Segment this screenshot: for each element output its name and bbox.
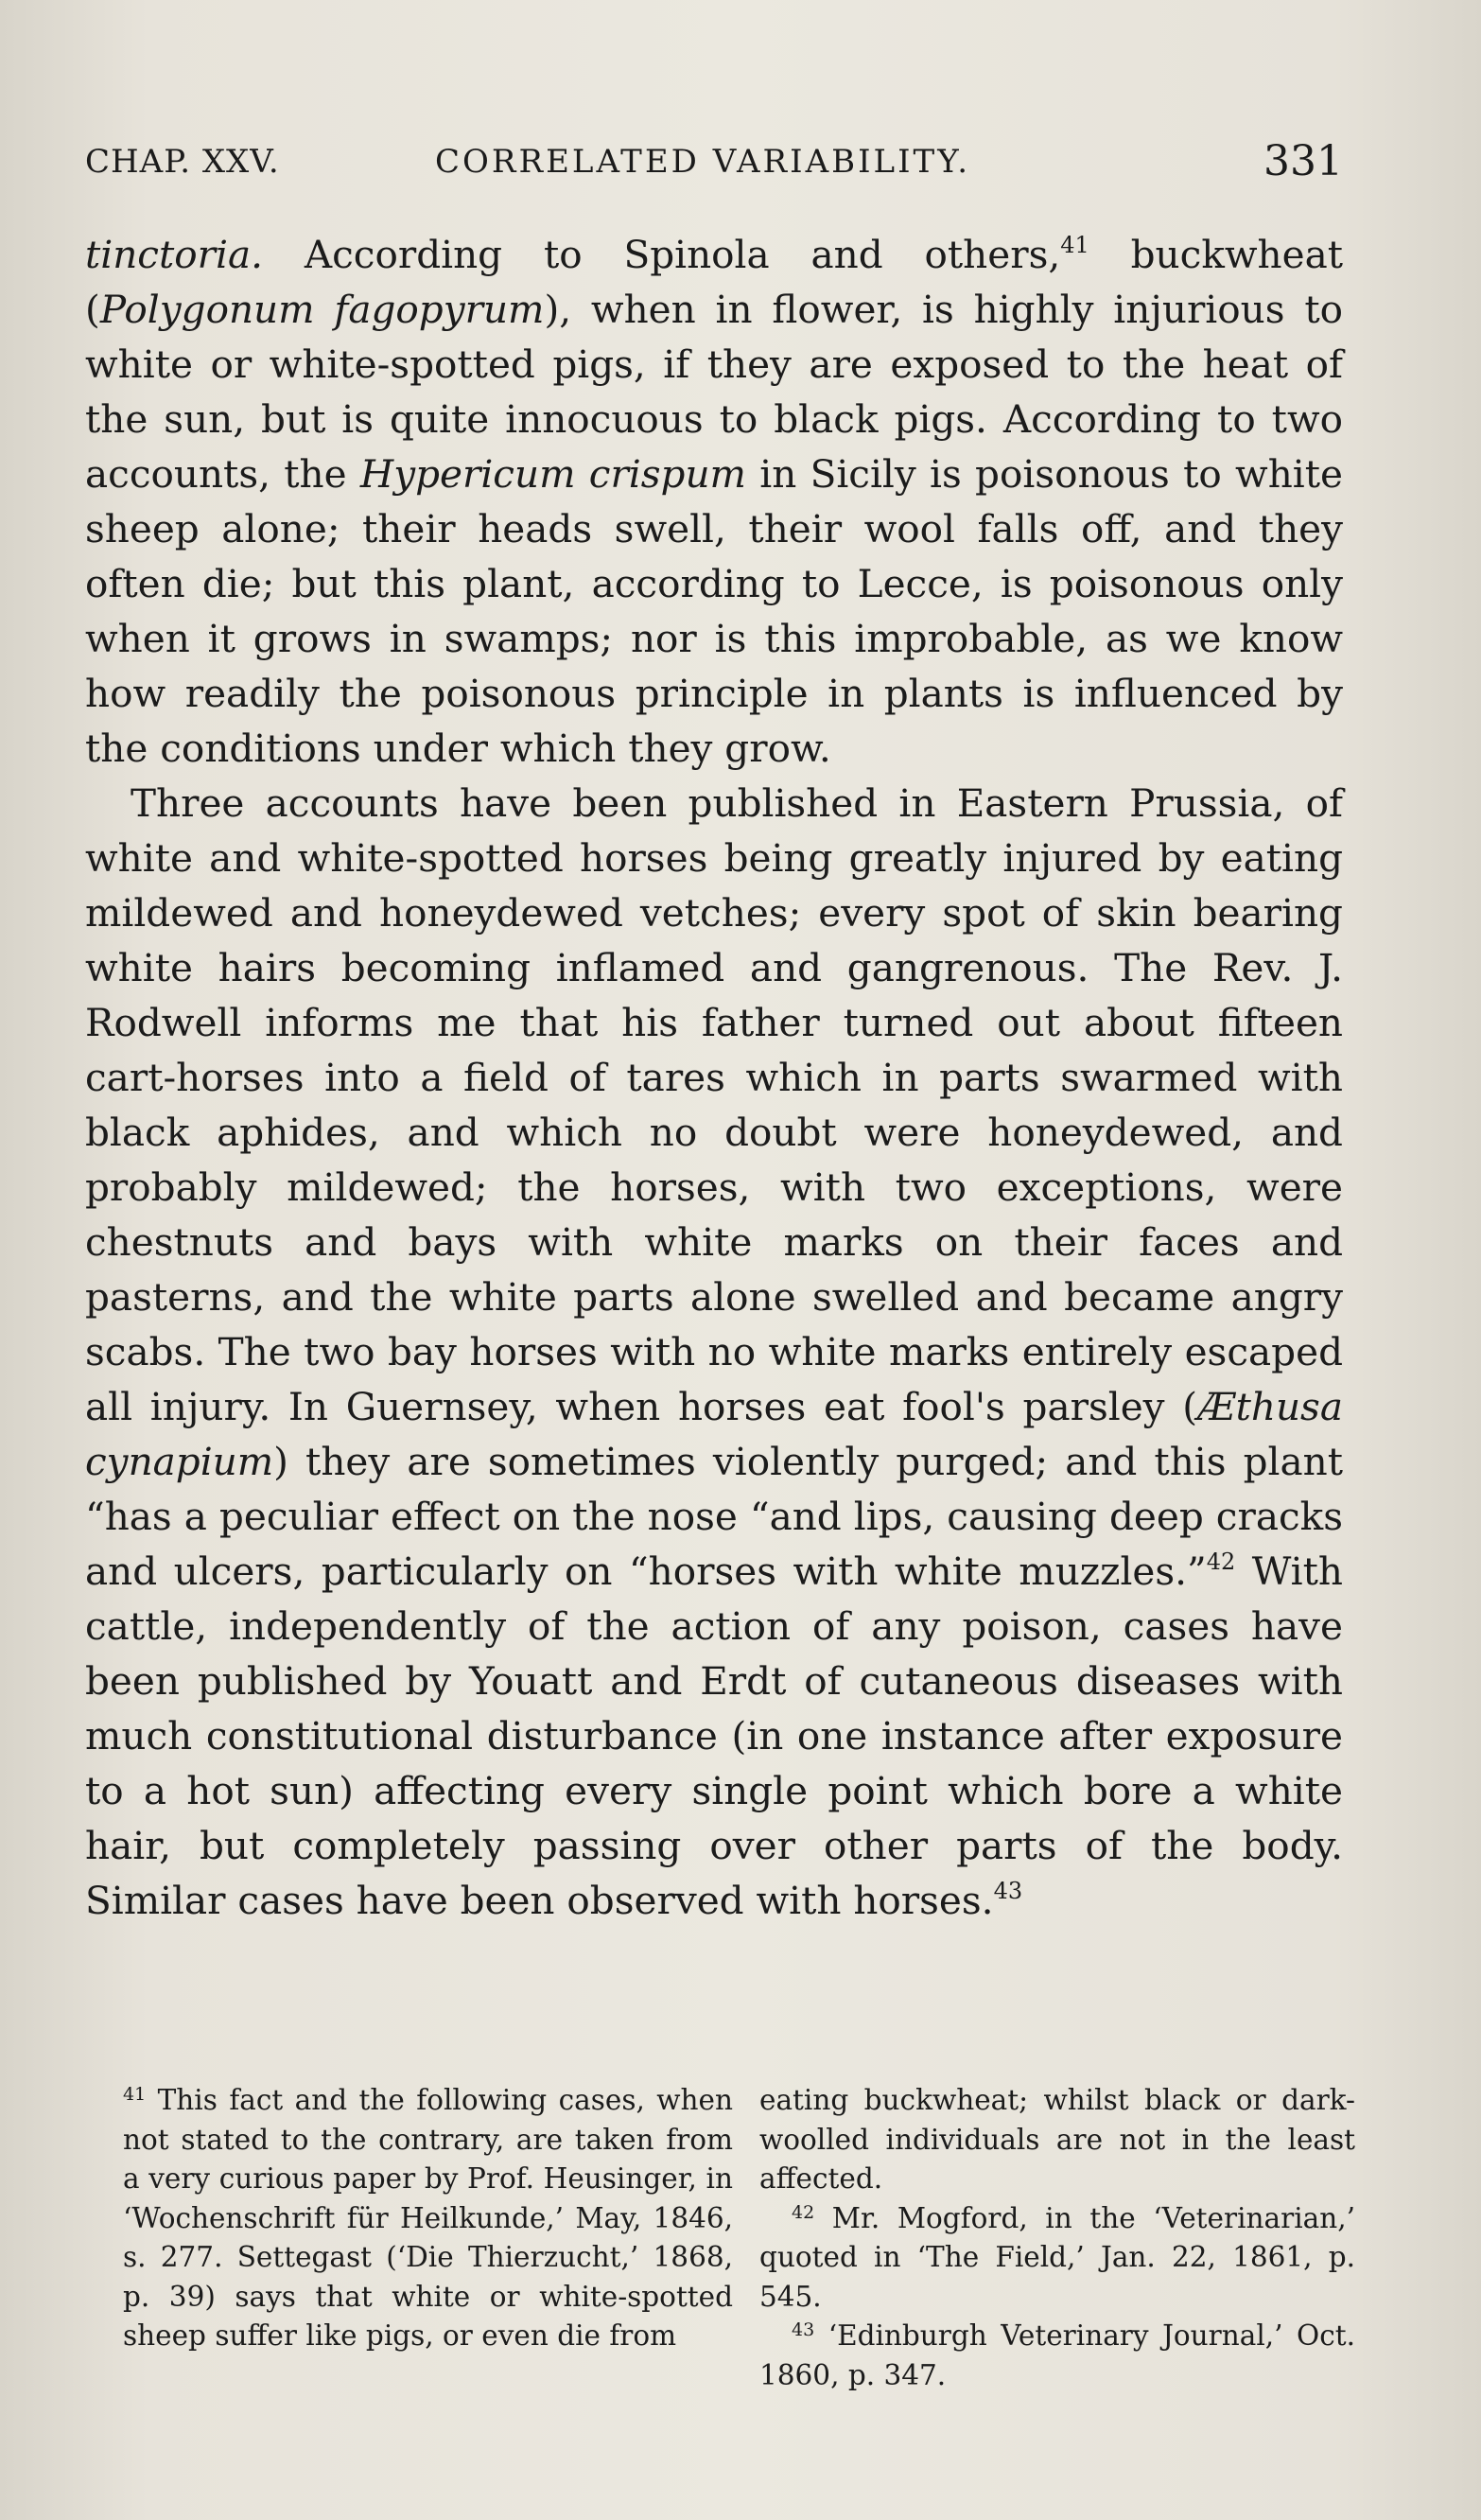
footnote-mark: 43: [792, 2319, 815, 2340]
text-italic: Hypericum crispum: [359, 451, 746, 497]
footnote-mark: 42: [792, 2201, 815, 2223]
footnote-column-left: [123, 2081, 733, 2356]
running-header: [85, 137, 1343, 213]
running-title: CORRELATED VARIABILITY.: [435, 143, 971, 181]
footnote-ref-41: 41: [1060, 232, 1089, 258]
text-run: ) they are sometimes violently purged; and this plant “has a peculiar effect on the nose “and lips, causing deep cracks and ulcers, particularly on “horses with white muzzles.”: [85, 1439, 1343, 1594]
page-number: 331: [1263, 137, 1343, 185]
text-italic: tinctoria.: [85, 232, 263, 277]
main-text: [85, 227, 1343, 1928]
footnote-42: [759, 2199, 1355, 2318]
text-run: Three accounts have been published in Eastern Prussia, of white and white-spotted horses being greatly injured by eating mildewed and honeydewed vetches; every spot of skin bearing white hairs becoming inflamed and gangrenous. The Rev. J. Rodwell informs me that his father turned out about fifteen cart-horses into a field of tares which in parts swarmed with black aphides, and which no doubt were honeydewed, and probably mildewed; the horses, with two exceptions, were chestnuts and bays with white marks on their faces and pasterns, and the white parts alone swelled and became angry scabs. The two bay horses with no white marks entirely escaped all injury. In Guernsey, when horses eat fool's parsley (: [85, 780, 1343, 1429]
text-run: buckwheat (: [85, 232, 1344, 332]
footnote-mark: 41: [123, 2084, 147, 2105]
footnote-text: Mr. Mogford, in the ‘Veterinarian,’ quoted in ‘The Field,’ Jan. 22, 1861, p. 545.: [759, 2201, 1355, 2313]
footnote-text: ‘Edinburgh Veterinary Journal,’ Oct. 1860, p. 347.: [759, 2319, 1355, 2391]
chapter-label: CHAP. XXV.: [85, 143, 280, 181]
footnote-41-continued: eating buckwheat; whilst black or dark-woolled individuals are not in the least affected.: [759, 2084, 1355, 2195]
footnote-ref-43: 43: [993, 1878, 1023, 1904]
paragraph-2: [85, 776, 1343, 1928]
text-run: With cattle, independently of the action of any poison, cases have been published by Youatt and Erdt of cutaneous diseases with much constitutional disturbance (in one instance after exposure to a hot sun) affecting every single point which bore a white hair, but completely passing over other parts of the body. Similar cases have been observed with horses.: [85, 1549, 1343, 1923]
text-run: ), when in flower, is highly injurious to white or white-spotted pigs, if they are exposed to the heat of the sun, but is quite innocuous to black pigs. According to two accounts, the: [85, 287, 1343, 497]
text-italic: Æthusa cynapium: [85, 1384, 1343, 1484]
footnote-43: [759, 2317, 1355, 2395]
footnotes: [85, 2081, 1355, 2422]
paragraph-1: [85, 227, 1343, 776]
footnote-text: This fact and the following cases, when not stated to the contrary, are taken from a very curious paper by Prof. Heusinger, in ‘Wochenschrift für Heilkunde,’ May, 1846, s. 277. Settegast (‘Die Thierzucht,’ 1868, p. 39) says that white or white-spotted sheep suffer like pigs, or even die from: [123, 2084, 733, 2352]
text-italic: Polygonum fagopyrum: [99, 287, 545, 332]
text-run: According to Spinola and others,: [263, 232, 1061, 277]
footnote-column-right: [759, 2081, 1355, 2395]
text-run: in Sicily is poisonous to white sheep alone; their heads swell, their wool falls off, and they often die; but this plant, according to Lecce, is poisonous only when it grows in swamps; nor is this improbable, as we know how readily the poisonous principle in plants is influenced by the conditions under which they grow.: [85, 451, 1343, 771]
footnote-ref-42: 42: [1206, 1549, 1236, 1575]
footnote-41: [123, 2081, 733, 2356]
